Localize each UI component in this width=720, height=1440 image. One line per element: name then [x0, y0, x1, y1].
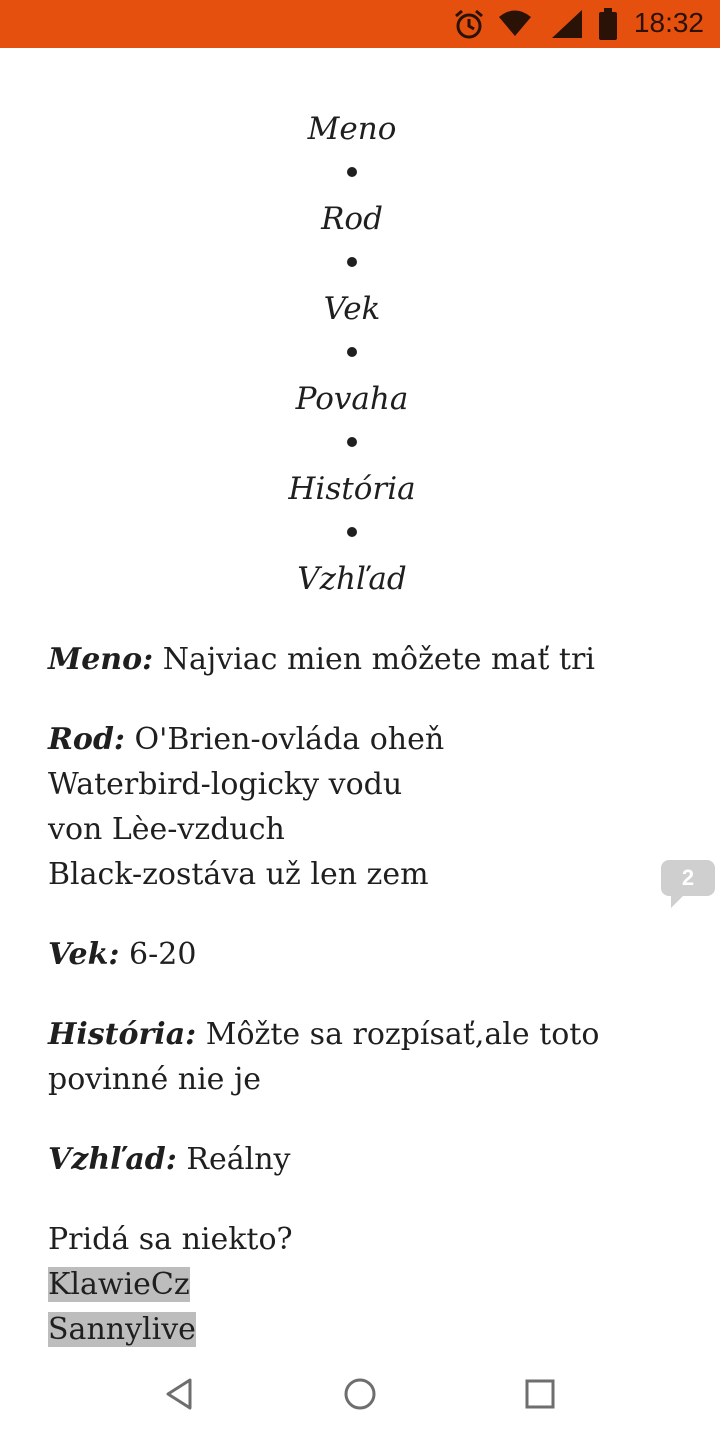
bullet-dot: [0, 152, 704, 196]
meno-text: Najviac mien môžete mať tri: [153, 642, 595, 677]
toc-item-rod[interactable]: Rod: [321, 201, 383, 237]
bullet-dot: [0, 242, 704, 286]
home-icon[interactable]: [338, 1372, 382, 1416]
recents-icon[interactable]: [518, 1372, 562, 1416]
join-question: Pridá sa niekto?: [48, 1222, 293, 1257]
wifi-icon: [498, 8, 532, 45]
historia-paragraph: [48, 1012, 648, 1102]
signal-icon: [550, 8, 584, 45]
tagged-user[interactable]: KlawieCz: [48, 1267, 190, 1302]
tagged-user[interactable]: Sannylive: [48, 1312, 196, 1347]
vek-text: 6-20: [119, 937, 197, 972]
toc-item-historia[interactable]: História: [288, 471, 416, 507]
rod-label: Rod:: [48, 722, 125, 757]
vek-paragraph: [48, 932, 648, 977]
back-icon[interactable]: [158, 1372, 202, 1416]
vzhlad-text: Reálny: [176, 1142, 291, 1177]
status-bar: [0, 0, 720, 48]
table-of-contents: [0, 106, 704, 602]
historia-text: Môžte sa rozpísať,ale toto povinné nie je: [48, 1017, 600, 1097]
battery-icon: [598, 8, 618, 45]
bullet-dot: [0, 332, 704, 376]
vzhlad-paragraph: [48, 1137, 648, 1182]
join-paragraph: [48, 1217, 648, 1352]
toc-item-povaha[interactable]: Povaha: [295, 381, 409, 417]
toc-item-vzhlad[interactable]: Vzhľad: [297, 561, 407, 597]
vzhlad-label: Vzhľad:: [48, 1142, 177, 1177]
rod-line: Black-zostáva už len zem: [48, 857, 429, 892]
alarm-icon: [452, 8, 486, 47]
toc-item-vek[interactable]: Vek: [323, 291, 381, 327]
rod-paragraph: [48, 717, 648, 897]
toc-item-meno[interactable]: Meno: [307, 111, 397, 147]
historia-label: História:: [48, 1017, 197, 1052]
rod-line: O'Brien-ovláda oheň: [134, 722, 445, 757]
navigation-bar: [0, 1352, 720, 1440]
comment-count: 2: [681, 865, 695, 890]
meno-paragraph: [48, 637, 648, 682]
meno-label: Meno:: [48, 642, 154, 677]
bullet-dot: [0, 512, 704, 556]
rod-line: Waterbird-logicky vodu: [48, 767, 403, 802]
vek-label: Vek:: [48, 937, 120, 972]
status-time: 18:32: [633, 7, 704, 38]
bullet-dot: [0, 422, 704, 466]
rod-line: von Lèe-vzduch: [48, 812, 285, 847]
story-content: [48, 637, 648, 1387]
comment-count-bubble[interactable]: [661, 860, 715, 896]
